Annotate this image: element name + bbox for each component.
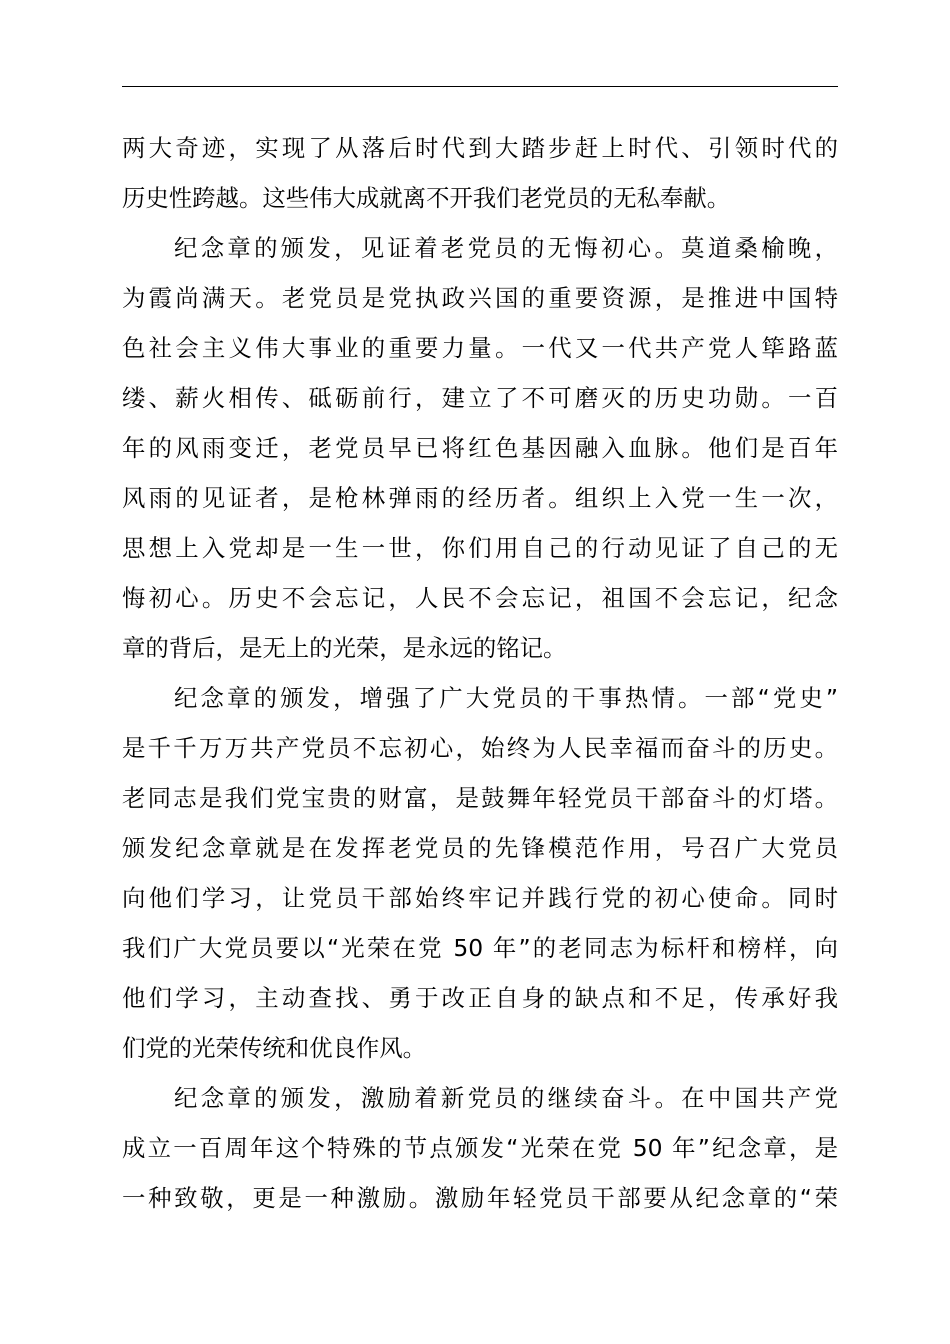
- text-line: 我们广大党员要以“光荣在党 50 年”的老同志为标杆和榜样，向: [122, 934, 838, 962]
- text-line: 缕、薪火相传、砥砺前行，建立了不可磨灭的历史功勋。一百: [122, 384, 838, 412]
- paragraph-first-line: 纪念章的颁发，激励着新党员的继续奋斗。在中国共产党: [174, 1084, 838, 1112]
- text-line: 历史性跨越。这些伟大成就离不开我们老党员的无私奉献。: [122, 184, 731, 212]
- text-line: 们党的光荣传统和优良作风。: [122, 1034, 427, 1062]
- text-line: 思想上入党却是一生一世，你们用自己的行动见证了自己的无: [122, 534, 838, 562]
- text-line: 两大奇迹，实现了从落后时代到大踏步赶上时代、引领时代的: [122, 134, 838, 162]
- text-line: 他们学习，主动查找、勇于改正自身的缺点和不足，传承好我: [122, 984, 838, 1012]
- text-line: 老同志是我们党宝贵的财富，是鼓舞年轻党员干部奋斗的灯塔。: [122, 784, 838, 812]
- text-line: 为霞尚满天。老党员是党执政兴国的重要资源，是推进中国特: [122, 284, 838, 312]
- text-line: 成立一百周年这个特殊的节点颁发“光荣在党 50 年”纪念章，是: [122, 1134, 838, 1162]
- text-line: 是千千万万共产党员不忘初心，始终为人民幸福而奋斗的历史。: [122, 734, 838, 762]
- text-line: 一种致敬，更是一种激励。激励年轻党员干部要从纪念章的“荣: [122, 1184, 838, 1212]
- header-rule: [122, 86, 838, 87]
- text-line: 风雨的见证者，是枪林弹雨的经历者。组织上入党一生一次，: [122, 484, 838, 512]
- text-line: 颁发纪念章就是在发挥老党员的先锋模范作用，号召广大党员: [122, 834, 838, 862]
- text-line: 色社会主义伟大事业的重要力量。一代又一代共产党人筚路蓝: [122, 334, 838, 362]
- paragraph-first-line: 纪念章的颁发，增强了广大党员的干事热情。一部“党史”: [174, 684, 838, 712]
- paragraph-first-line: 纪念章的颁发，见证着老党员的无悔初心。莫道桑榆晚，: [174, 234, 838, 262]
- text-line: 向他们学习，让党员干部始终牢记并践行党的初心使命。同时: [122, 884, 838, 912]
- text-line: 章的背后，是无上的光荣，是永远的铭记。: [122, 634, 567, 662]
- text-line: 悔初心。历史不会忘记，人民不会忘记，祖国不会忘记，纪念: [122, 584, 838, 612]
- document-body: [122, 123, 838, 1223]
- text-line: 年的风雨变迁，老党员早已将红色基因融入血脉。他们是百年: [122, 434, 838, 462]
